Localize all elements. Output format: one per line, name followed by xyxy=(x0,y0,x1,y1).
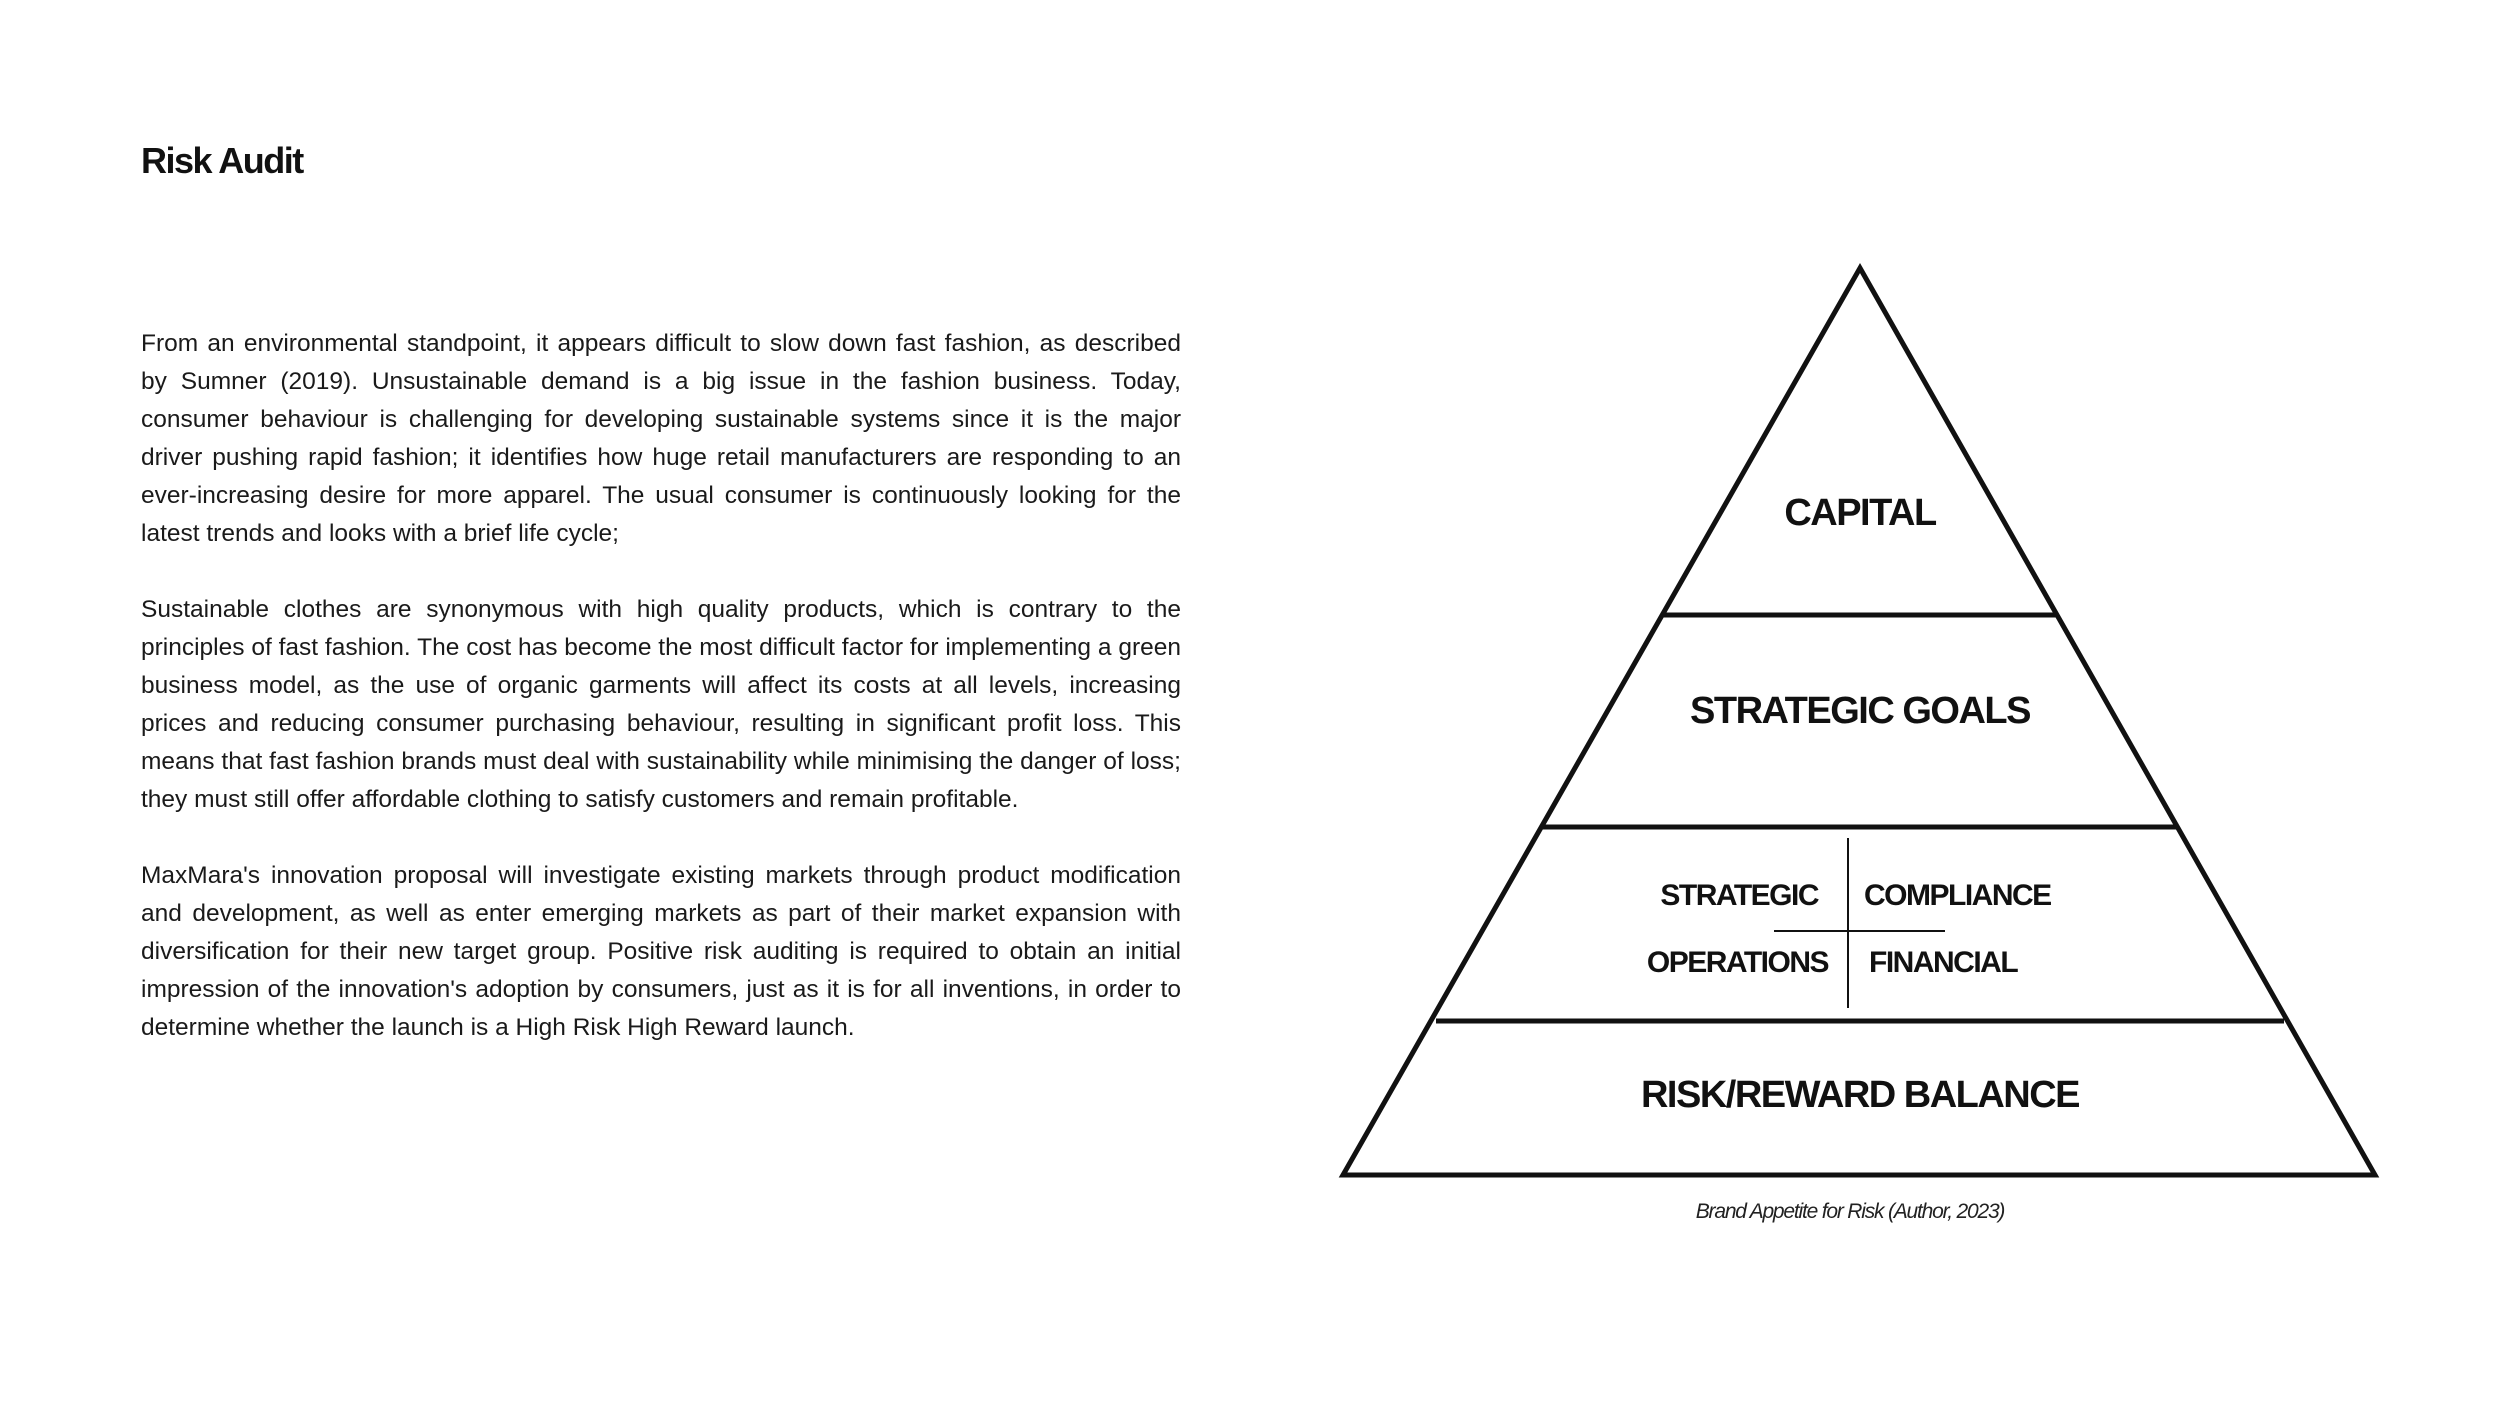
quadrant-label-financial: FINANCIAL xyxy=(1869,946,2018,979)
figure-caption: Brand Appetite for Risk (Author, 2023) xyxy=(1695,1200,2005,1223)
page-title: Risk Audit xyxy=(141,140,303,181)
tier-label-strategic-goals: STRATEGIC GOALS xyxy=(1690,690,2030,732)
quadrant-label-compliance: COMPLIANCE xyxy=(1864,879,2051,912)
tier-label-capital: CAPITAL xyxy=(1784,492,1936,534)
quadrant-label-strategic: STRATEGIC xyxy=(1660,879,1818,912)
risk-appetite-pyramid xyxy=(1320,250,2380,1190)
paragraph-maxmara-proposal: MaxMara's innovation proposal will investigate existing markets through product modification and development, as well as enter emerging markets as part of their market expansion with diversification for their new target group. Positive risk auditing is required to obtain an initial impression of the innovation's adoption by consumers, just as it is for all inventions, in order to determine whether the launch is a High Risk High Reward launch. xyxy=(141,862,1181,1041)
paragraph-environmental: From an environmental standpoint, it appears difficult to slow down fast fashion, as described by Sumner (2019). Unsustainable demand is a big issue in the fashion business. Today, consumer behaviour is challenging for developing sustainable systems since it is the major driver pushing rapid fashion; it identifies how huge retail manufacturers are responding to an ever-increasing desire for more apparel. The usual consumer is continuously looking for the latest trends and looks with a brief life cycle; xyxy=(141,330,1181,547)
quadrant-label-operations: OPERATIONS xyxy=(1646,946,1828,979)
body-text xyxy=(141,325,1181,1085)
paragraph-sustainable-clothes: Sustainable clothes are synonymous with high quality products, which is contrary to the principles of fast fashion. The cost has become the most difficult factor for implementing a green business model, as the use of organic garments will affect its costs at all levels, increasing prices and reducing consumer purchasing behaviour, resulting in significant profit loss. This means that fast fashion brands must deal with sustainability while minimising the danger of loss; they must still offer affordable clothing to satisfy customers and remain profitable. xyxy=(141,596,1181,813)
tier-label-risk-reward-balance: RISK/REWARD BALANCE xyxy=(1640,1074,2080,1116)
